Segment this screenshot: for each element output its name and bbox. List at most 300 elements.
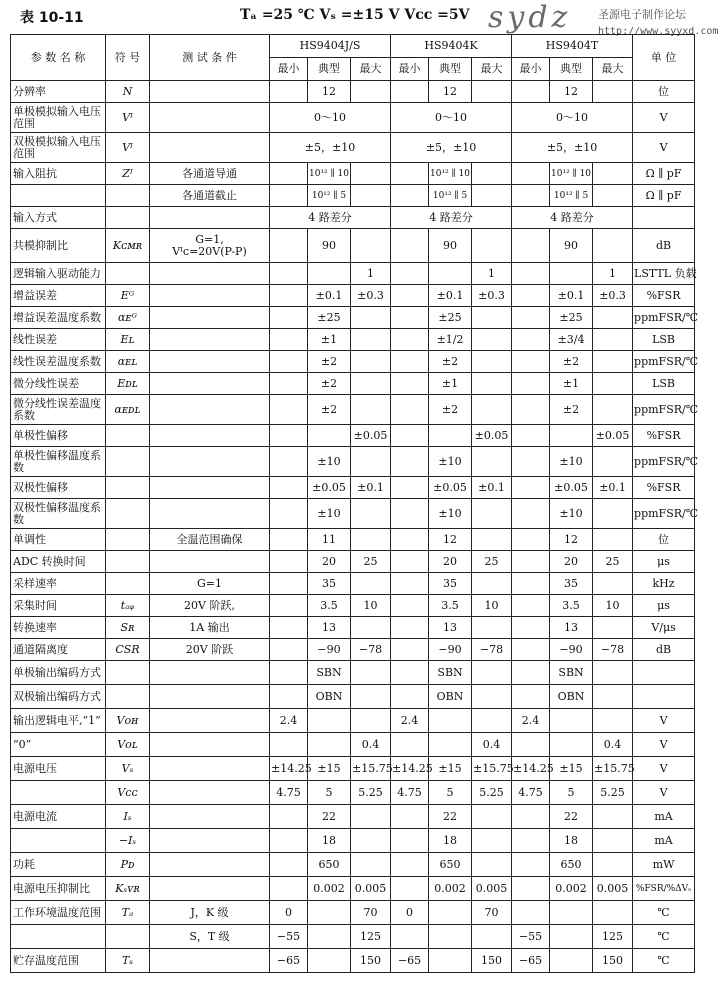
value-cell: 1 [472,263,512,285]
value-cell: 5 [429,781,472,805]
value-cell [512,805,550,829]
value-cell [512,81,550,103]
param-symbol: Pᴅ [106,853,150,877]
param-symbol [106,925,150,949]
value-cell: SBN [308,661,351,685]
value-cell: 35 [550,573,593,595]
value-cell [270,829,308,853]
param-name: 单极模拟输入电压范围 [11,103,106,133]
value-cell [391,285,429,307]
value-cell [472,529,512,551]
param-name: 工作环境温度范围 [11,901,106,925]
param-symbol: Eʟ [106,329,150,351]
param-symbol: Vᴄᴄ [106,781,150,805]
value-cell: ±0.05 [472,425,512,447]
value-cell: 10 [351,595,391,617]
value-cell [270,477,308,499]
param-name: 输入方式 [11,207,106,229]
value-cell: ±0.1 [351,477,391,499]
value-cell [351,307,391,329]
value-cell [512,573,550,595]
test-condition [150,829,270,853]
test-condition [150,757,270,781]
table-row [11,949,695,973]
value-cell [308,425,351,447]
test-condition: 全温范围确保 [150,529,270,551]
value-cell [593,709,633,733]
value-cell: 3.5 [308,595,351,617]
value-cell: ±2 [308,373,351,395]
value-cell [351,229,391,263]
value-cell [270,229,308,263]
group-value: 4 路差分 [512,207,633,229]
value-cell: 10¹² ∥ 10 [429,163,472,185]
value-cell [593,499,633,529]
unit-cell: μs [633,551,695,573]
col-param: 参 数 名 称 [11,35,106,81]
group-value: ±5，±10 [512,133,633,163]
value-cell [472,661,512,685]
unit-cell: LSTTL 负载 [633,263,695,285]
value-cell: ±2 [308,351,351,373]
value-cell: 2.4 [270,709,308,733]
value-cell: 0 [270,901,308,925]
param-symbol [106,263,150,285]
test-condition [150,477,270,499]
value-cell: 650 [429,853,472,877]
value-cell: ±1 [550,373,593,395]
value-cell [391,733,429,757]
value-cell [391,877,429,901]
value-cell: 25 [472,551,512,573]
value-cell [351,163,391,185]
value-cell [593,685,633,709]
value-cell [308,263,351,285]
value-cell: 5.25 [593,781,633,805]
value-cell: ±25 [308,307,351,329]
value-cell: 4.75 [512,781,550,805]
table-row [11,229,695,263]
value-cell [391,373,429,395]
table-row [11,805,695,829]
value-cell: ±0.05 [593,425,633,447]
table-row [11,81,695,103]
test-condition [150,853,270,877]
value-cell [593,395,633,425]
unit-cell: mW [633,853,695,877]
value-cell: 10¹² ∥ 10 [308,163,351,185]
param-symbol: Sʀ [106,617,150,639]
test-condition [150,81,270,103]
value-cell [391,81,429,103]
value-cell: ±0.05 [429,477,472,499]
value-cell: 4.75 [391,781,429,805]
value-cell [472,307,512,329]
value-cell [351,185,391,207]
param-symbol: Zᴵ [106,163,150,185]
unit-cell: ppmFSR/℃ [633,499,695,529]
param-name [11,829,106,853]
value-cell: ±2 [550,351,593,373]
test-condition [150,425,270,447]
value-cell: 125 [593,925,633,949]
table-row [11,639,695,661]
col-unit: 单 位 [633,35,695,81]
value-cell: SBN [429,661,472,685]
value-cell: 20 [308,551,351,573]
value-cell: 1 [593,263,633,285]
table-row [11,877,695,901]
value-cell [391,499,429,529]
value-cell [391,805,429,829]
unit-cell: Ω ∥ pF [633,163,695,185]
param-name: “0” [11,733,106,757]
unit-cell: ppmFSR/℃ [633,447,695,477]
value-cell [472,329,512,351]
param-symbol: Vₛ [106,757,150,781]
value-cell: 0.005 [593,877,633,901]
param-symbol: tₐᵩ [106,595,150,617]
value-cell: −65 [270,949,308,973]
table-row [11,477,695,499]
param-name: 双极模拟输入电压范围 [11,133,106,163]
value-cell [391,185,429,207]
value-cell [391,595,429,617]
value-cell: 35 [308,573,351,595]
value-cell: −55 [512,925,550,949]
value-cell [391,425,429,447]
test-condition [150,395,270,425]
param-symbol [106,425,150,447]
param-symbol [106,529,150,551]
value-cell: 10 [593,595,633,617]
value-cell [512,877,550,901]
value-cell [270,81,308,103]
value-cell [512,163,550,185]
value-cell [550,949,593,973]
value-cell: OBN [550,685,593,709]
value-cell [593,373,633,395]
value-cell: 4.75 [270,781,308,805]
value-cell: ±2 [429,351,472,373]
value-cell: 90 [308,229,351,263]
value-cell [512,685,550,709]
value-cell: ±0.1 [429,285,472,307]
param-name: 采样速率 [11,573,106,595]
param-name: 采集时间 [11,595,106,617]
table-row [11,395,695,425]
value-cell [512,901,550,925]
value-cell [472,229,512,263]
param-symbol [106,477,150,499]
value-cell [512,617,550,639]
value-cell: ±10 [429,499,472,529]
value-cell: 12 [429,529,472,551]
test-condition [150,949,270,973]
value-cell [512,639,550,661]
value-cell: ±10 [308,499,351,529]
value-cell [512,529,550,551]
value-cell [270,733,308,757]
value-cell: ±15.75 [351,757,391,781]
table-row [11,285,695,307]
value-cell [351,573,391,595]
value-cell: ±0.1 [472,477,512,499]
param-symbol [106,185,150,207]
table-row [11,351,695,373]
value-cell: ±10 [429,447,472,477]
value-cell [270,447,308,477]
value-cell: 125 [351,925,391,949]
value-cell [472,925,512,949]
value-cell [593,307,633,329]
value-cell: ±0.05 [351,425,391,447]
value-cell [593,229,633,263]
unit-cell: V [633,709,695,733]
value-cell [512,373,550,395]
value-cell: 0.005 [351,877,391,901]
value-cell: −90 [429,639,472,661]
value-cell: 3.5 [429,595,472,617]
table-row [11,595,695,617]
value-cell [550,901,593,925]
group-value: ±5，±10 [270,133,391,163]
value-cell: 18 [308,829,351,853]
param-symbol [106,573,150,595]
unit-cell: LSB [633,373,695,395]
value-cell: −65 [391,949,429,973]
value-cell: ±0.1 [550,285,593,307]
unit-cell: %FSR [633,285,695,307]
value-cell [391,639,429,661]
value-cell [512,307,550,329]
value-cell: 0.4 [351,733,391,757]
value-cell [270,163,308,185]
param-name: 微分线性误差温度系数 [11,395,106,425]
test-condition [150,733,270,757]
table-row [11,781,695,805]
spec-table [10,34,699,973]
unit-cell: V [633,781,695,805]
value-cell [593,351,633,373]
test-condition [150,551,270,573]
table-row [11,733,695,757]
value-cell [512,499,550,529]
value-cell [512,285,550,307]
value-cell [351,373,391,395]
col-typ: 典型 [429,58,472,81]
value-cell [593,329,633,351]
value-cell [351,81,391,103]
value-cell [351,685,391,709]
param-name: 通道隔离度 [11,639,106,661]
watermark-url: http://www.syyxd.com [598,26,718,37]
value-cell: 18 [429,829,472,853]
value-cell: 13 [550,617,593,639]
value-cell: ±15 [550,757,593,781]
value-cell: ±10 [550,447,593,477]
value-cell [593,81,633,103]
value-cell: ±2 [308,395,351,425]
value-cell: 650 [550,853,593,877]
value-cell [472,829,512,853]
value-cell [391,395,429,425]
value-cell [391,307,429,329]
value-cell: ±25 [550,307,593,329]
test-condition [150,103,270,133]
value-cell [270,529,308,551]
param-name: 功耗 [11,853,106,877]
value-cell: 11 [308,529,351,551]
param-name: 双极性偏移 [11,477,106,499]
value-cell: 3.5 [550,595,593,617]
table-row [11,163,695,185]
table-row [11,499,695,529]
col-group: HS9404T [512,35,633,58]
value-cell [593,163,633,185]
value-cell: 20 [550,551,593,573]
value-cell [351,529,391,551]
value-cell [351,829,391,853]
value-cell: 10¹² ∥ 5 [429,185,472,207]
value-cell: 22 [550,805,593,829]
test-conditions: Tₐ =25 ℃ Vₛ =±15 V Vᴄᴄ =5V [240,7,470,23]
col-max: 最大 [472,58,512,81]
unit-cell: ppmFSR/℃ [633,351,695,373]
value-cell [308,949,351,973]
unit-cell: V/μs [633,617,695,639]
value-cell: ±10 [550,499,593,529]
value-cell [512,395,550,425]
value-cell: 0 [391,901,429,925]
value-cell [351,805,391,829]
col-group: HS9404J/S [270,35,391,58]
value-cell [512,185,550,207]
value-cell [270,877,308,901]
value-cell [391,925,429,949]
value-cell [593,529,633,551]
table-row [11,925,695,949]
table-row [11,853,695,877]
col-typ: 典型 [550,58,593,81]
value-cell [550,425,593,447]
value-cell: ±15 [308,757,351,781]
value-cell: 22 [308,805,351,829]
param-symbol: αᴇᴳ [106,307,150,329]
table-row [11,307,695,329]
value-cell [391,661,429,685]
unit-cell: V [633,733,695,757]
test-condition: J，K 级 [150,901,270,925]
unit-cell [633,685,695,709]
col-condition: 测 试 条 件 [150,35,270,81]
value-cell: ±0.3 [472,285,512,307]
value-cell [270,395,308,425]
unit-cell: kHz [633,573,695,595]
value-cell: ±1/2 [429,329,472,351]
value-cell [270,263,308,285]
value-cell [308,709,351,733]
value-cell [351,617,391,639]
value-cell [593,447,633,477]
param-name [11,925,106,949]
unit-cell: ppmFSR/℃ [633,395,695,425]
value-cell [472,617,512,639]
table-row [11,529,695,551]
table-row [11,263,695,285]
value-cell [270,329,308,351]
test-condition [150,307,270,329]
value-cell: ±15.75 [593,757,633,781]
col-max: 最大 [351,58,391,81]
value-cell [391,263,429,285]
value-cell [512,551,550,573]
param-symbol [106,661,150,685]
test-condition [150,877,270,901]
table-row [11,685,695,709]
param-symbol: CSR [106,639,150,661]
value-cell [270,685,308,709]
value-cell [270,373,308,395]
table-row [11,185,695,207]
value-cell: 0.4 [472,733,512,757]
value-cell [391,163,429,185]
param-symbol: Eᴅʟ [106,373,150,395]
value-cell [429,901,472,925]
value-cell: −55 [270,925,308,949]
value-cell: 90 [550,229,593,263]
table-row [11,829,695,853]
value-cell [391,853,429,877]
value-cell: ±14.25 [512,757,550,781]
test-condition: S，T 级 [150,925,270,949]
value-cell: 0.002 [550,877,593,901]
param-name: 增益误差 [11,285,106,307]
param-name: 微分线性误差 [11,373,106,395]
value-cell: 70 [351,901,391,925]
unit-cell: Ω ∥ pF [633,185,695,207]
param-symbol: Kᴄᴍʀ [106,229,150,263]
unit-cell: V [633,103,695,133]
value-cell: −90 [308,639,351,661]
table-row [11,373,695,395]
unit-cell [633,661,695,685]
value-cell: 0.005 [472,877,512,901]
value-cell [391,351,429,373]
col-group: HS9404K [391,35,512,58]
value-cell [472,573,512,595]
param-symbol [106,551,150,573]
param-symbol: αᴇᴅʟ [106,395,150,425]
unit-cell: mA [633,805,695,829]
param-name: 电源电流 [11,805,106,829]
value-cell: 12 [550,529,593,551]
value-cell [270,573,308,595]
value-cell: 10 [472,595,512,617]
value-cell: 150 [472,949,512,973]
value-cell [429,425,472,447]
value-cell: OBN [308,685,351,709]
value-cell: 1 [351,263,391,285]
value-cell: ±14.25 [391,757,429,781]
value-cell: 90 [429,229,472,263]
value-cell [512,425,550,447]
unit-cell: V [633,757,695,781]
value-cell: 5 [550,781,593,805]
table-row [11,901,695,925]
value-cell: 150 [351,949,391,973]
param-symbol: Vᴏʟ [106,733,150,757]
